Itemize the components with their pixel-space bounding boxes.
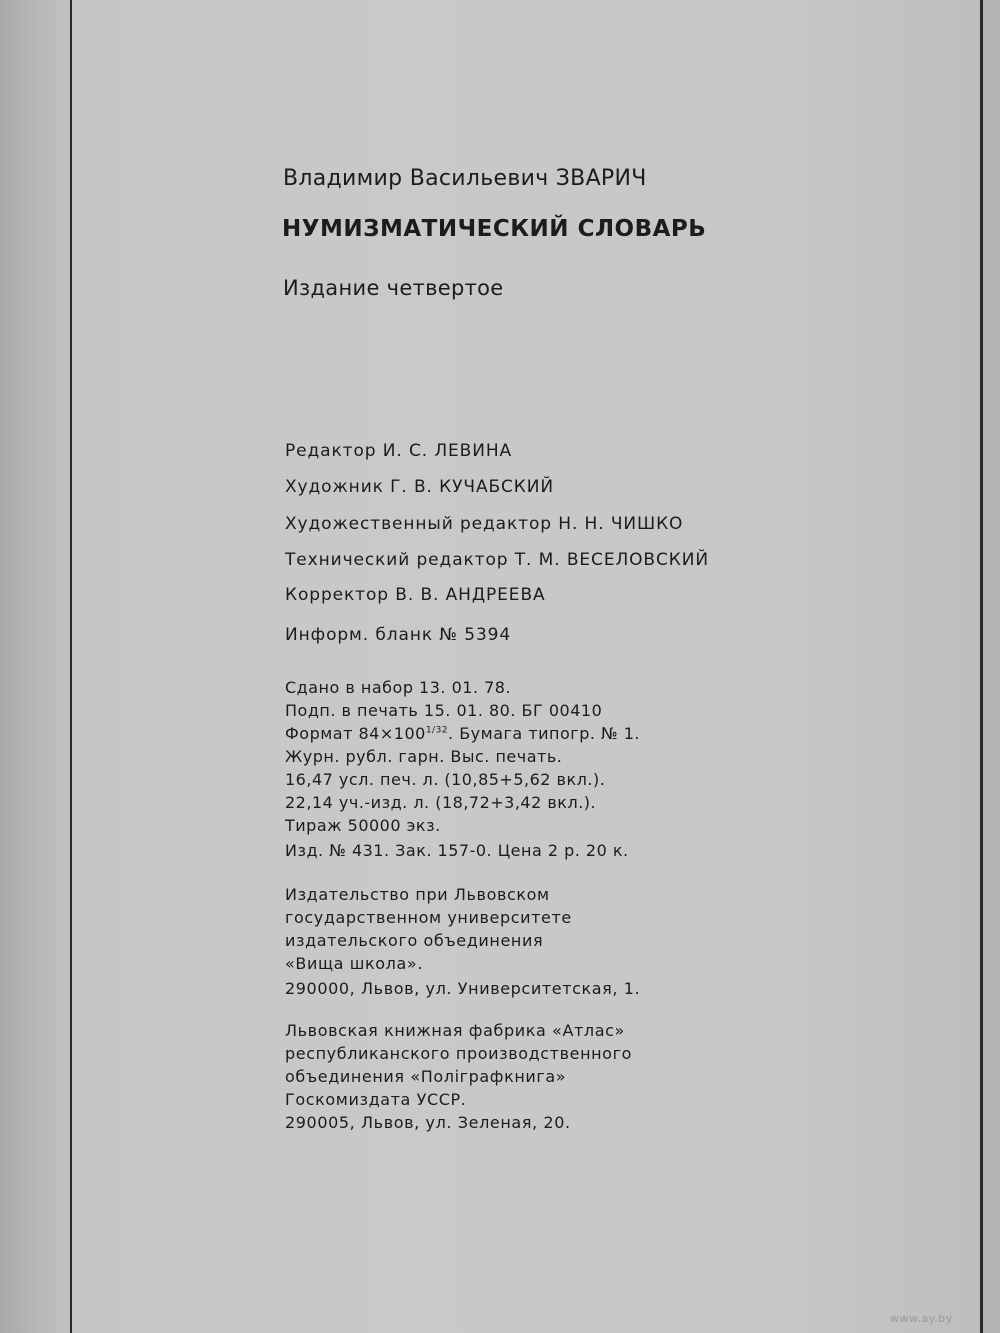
edition-label: Издание четвертое [283, 276, 504, 300]
imprint-typeset-date: Сдано в набор 13. 01. 78. [285, 678, 512, 697]
left-border-line [70, 0, 72, 1333]
page-right-margin [983, 0, 1000, 1333]
imprint-print-date: Подп. в печать 15. 01. 80. БГ 00410 [285, 701, 603, 720]
credit-artist: Художник Г. В. КУЧАБСКИЙ [285, 477, 555, 497]
printer-line: Госкомиздата УССР. [285, 1090, 467, 1109]
imprint-format: Формат $84\times 100^{1/32}$. Бумага типогр. № 1. [285, 724, 641, 743]
credit-art-editor: Художественный редактор Н. Н. ЧИШКО [285, 514, 684, 534]
credit-tech-editor: Технический редактор Т. М. ВЕСЕЛОВСКИЙ [285, 550, 709, 570]
page-left-margin [0, 0, 70, 1333]
credit-editor: Редактор И. С. ЛЕВИНА [285, 441, 513, 461]
inform-blank: Информ. бланк № 5394 [285, 625, 512, 645]
imprint-order-price: Изд. № 431. Зак. 157-0. Цена 2 р. 20 к. [285, 841, 629, 860]
printer-line: Львовская книжная фабрика «Атлас» [285, 1021, 625, 1040]
author-name: Владимир Васильевич ЗВАРИЧ [283, 166, 647, 191]
imprint-print-sheets: 16,47 усл. печ. л. (10,85+5,62 вкл.). [285, 770, 606, 789]
printer-address: 290005, Львов, ул. Зеленая, 20. [285, 1113, 571, 1132]
printer-line: республиканского производственного [285, 1044, 632, 1063]
publisher-line: Издательство при Львовском [285, 885, 550, 904]
imprint-print-run: Тираж 50000 экз. [285, 816, 441, 835]
publisher-line: издательского объединения [285, 931, 544, 950]
credit-proofreader: Корректор В. В. АНДРЕЕВА [285, 585, 546, 605]
site-watermark: www.ay.by [890, 1312, 953, 1325]
publisher-line: государственном университете [285, 908, 572, 927]
publisher-line: «Вища школа». [285, 954, 423, 973]
book-title: НУМИЗМАТИЧЕСКИЙ СЛОВАРЬ [282, 216, 707, 242]
imprint-typeface: Журн. рубл. гарн. Выс. печать. [285, 747, 563, 766]
printer-line: объединения «Поліграфкнига» [285, 1067, 567, 1086]
publisher-address: 290000, Львов, ул. Университетская, 1. [285, 979, 641, 998]
imprint-publisher-sheets: 22,14 уч.-изд. л. (18,72+3,42 вкл.). [285, 793, 597, 812]
